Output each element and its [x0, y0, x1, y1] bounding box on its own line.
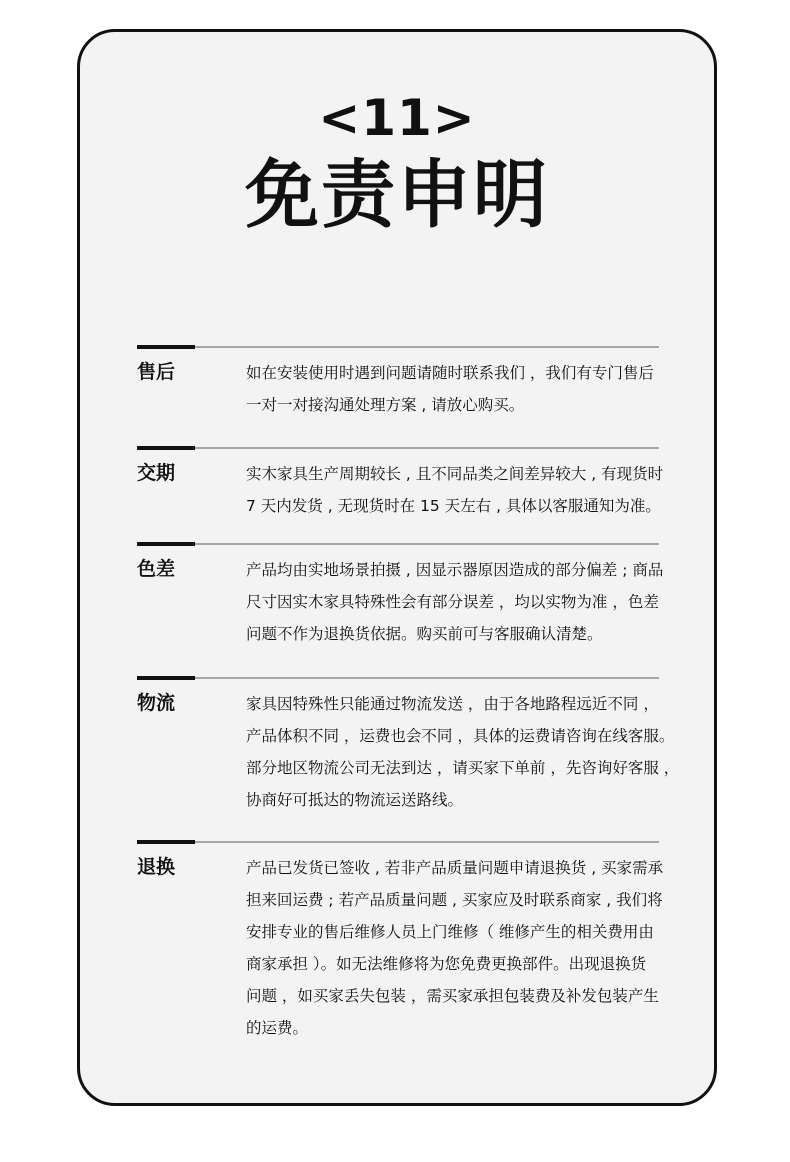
page-number: <11>: [318, 89, 476, 147]
divider: [137, 677, 659, 679]
section-text: [246, 458, 676, 522]
divider-accent: [137, 446, 195, 450]
divider-accent: [137, 676, 195, 680]
text-line: 如在安装使用时遇到问题请随时联系我们 ，我们有专门售后: [246, 364, 654, 382]
section-text: [246, 688, 680, 816]
divider: [137, 543, 659, 545]
text-line: 一对一对接沟通处理方案 , 请放心购买。: [246, 396, 525, 414]
text-line: 家具因特殊性只能通过物流发送 ，由于各地路程远近不同 ，: [246, 695, 659, 713]
divider: [137, 447, 659, 449]
text-line: 商家承担 ）。如无法维修将为您免费更换部件。出现退换货: [246, 955, 647, 973]
section-label: 交期: [137, 462, 176, 484]
text-line: 问题不作为退换货依据。购买前可与客服确认清楚。: [246, 625, 603, 643]
text-line: 问题 ，如买家丢失包装 ，需买家承担包装费及补发包装产生: [246, 987, 659, 1005]
section-label: 物流: [137, 692, 176, 714]
text-line: 7 天内发货 , 无现货时在 15 天左右 , 具体以客服通知为准。: [246, 497, 661, 515]
section-text: [246, 852, 676, 1044]
section-text: [246, 554, 676, 650]
page-title: 免责申明: [245, 152, 549, 238]
text-line: 尺寸因实木家具特殊性会有部分误差 ，均以实物为准 ，色差: [246, 593, 659, 611]
section-label: 售后: [137, 361, 176, 383]
divider-accent: [137, 840, 195, 844]
text-line: 协商好可抵达的物流运送路线。: [246, 791, 464, 809]
text-line: 的运费。: [246, 1019, 309, 1037]
divider: [137, 346, 659, 348]
section-label: 色差: [137, 558, 176, 580]
divider-accent: [137, 345, 195, 349]
text-line: 担来回运费 ; 若产品质量问题 , 买家应及时联系商家 , 我们将: [246, 891, 663, 909]
text-line: 实木家具生产周期较长 , 且不同品类之间差异较大 , 有现货时: [246, 465, 664, 483]
section-text: [246, 357, 676, 421]
text-line: 产品体积不同 ，运费也会不同 ，具体的运费请咨询在线客服。: [246, 727, 675, 745]
text-line: 部分地区物流公司无法到达 ，请买家下单前 ，先咨询好客服 ，: [246, 759, 680, 777]
section-label: 退换: [137, 856, 176, 878]
divider-accent: [137, 542, 195, 546]
text-line: 产品已发货已签收 , 若非产品质量问题申请退换货 , 买家需承: [246, 859, 664, 877]
disclaimer-card: [77, 29, 717, 1106]
text-line: 安排专业的售后维修人员上门维修（ 维修产生的相关费用由: [246, 923, 654, 941]
text-line: 产品均由实地场景拍摄 , 因显示器原因造成的部分偏差 ; 商品: [246, 561, 664, 579]
divider: [137, 841, 659, 843]
